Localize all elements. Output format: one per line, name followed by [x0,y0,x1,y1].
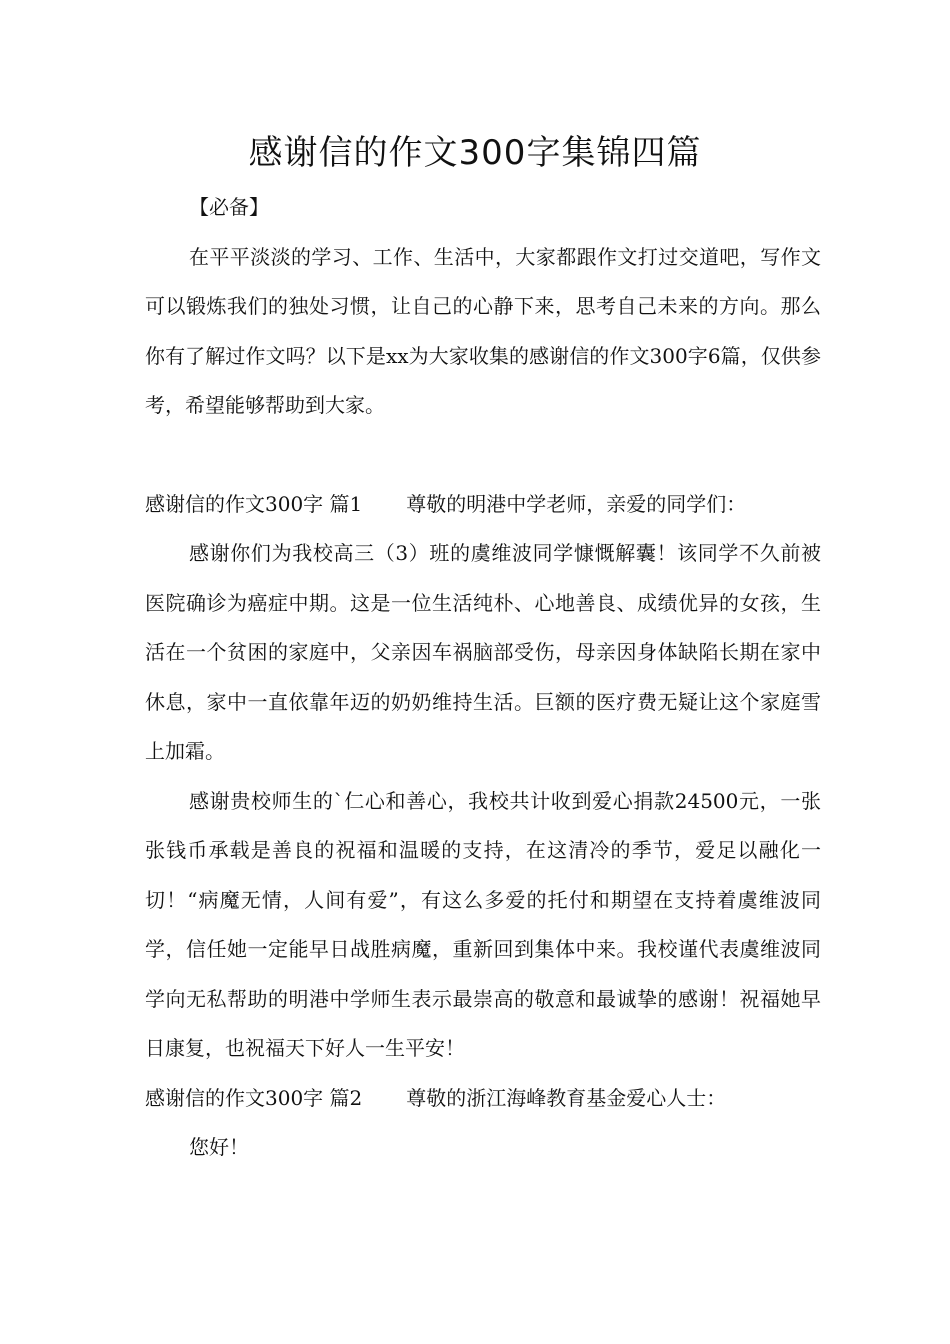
section-1-heading: 感谢信的作文300字 篇1 [145,491,363,516]
section-2-salutation: 尊敬的浙江海峰教育基金爱心人士： [406,1085,727,1110]
section-2-heading-line [145,1074,821,1124]
section-1-heading-line [145,480,821,530]
section-1-paragraph-2: 感谢贵校师生的`仁心和善心，我校共计收到爱心捐款24500元，一张张钱币承载是善良的祝福和温暖的支持，在这清冷的季节，爱足以融化一切！“病魔无情，人间有爱”，有这么多爱的托付和期望在支持着虞维波同学，信任她一定能早日战胜病魔，重新回到集体中来。我校谨代表虞维波同学向无私帮助的明港中学师生表示最崇高的敬意和最诚挚的感谢！祝福她早日康复，也祝福天下好人一生平安！ [145,788,821,1060]
intro-paragraph: 在平平淡淡的学习、工作、生活中，大家都跟作文打过交道吧，写作文可以锻炼我们的独处习惯，让自己的心静下来，思考自己未来的方向。那么你有了解过作文吗？以下是xx为大家收集的感谢信的作文300字6篇，仅供参考，希望能够帮助到大家。 [145,244,821,417]
section-1-salutation: 尊敬的明港中学老师，亲爱的同学们： [406,491,747,516]
document-body [145,183,821,1173]
document-title: 感谢信的作文300字集锦四篇 [248,133,702,173]
section-2-heading: 感谢信的作文300字 篇2 [145,1085,363,1110]
document-tag: 【必备】 [189,195,269,219]
section-1-paragraph-1: 感谢你们为我校高三（3）班的虞维波同学慷慨解囊！该同学不久前被医院确诊为癌症中期。这是一位生活纯朴、心地善良、成绩优异的女孩，生活在一个贫困的家庭中，父亲因车祸脑部受伤，母亲因身体缺陷长期在家中休息，家中一直依靠年迈的奶奶维持生活。巨额的医疗费无疑让这个家庭雪上加霜。 [145,541,821,763]
section-2-greeting: 您好！ [189,1135,249,1159]
paragraph-spacer [145,431,821,480]
